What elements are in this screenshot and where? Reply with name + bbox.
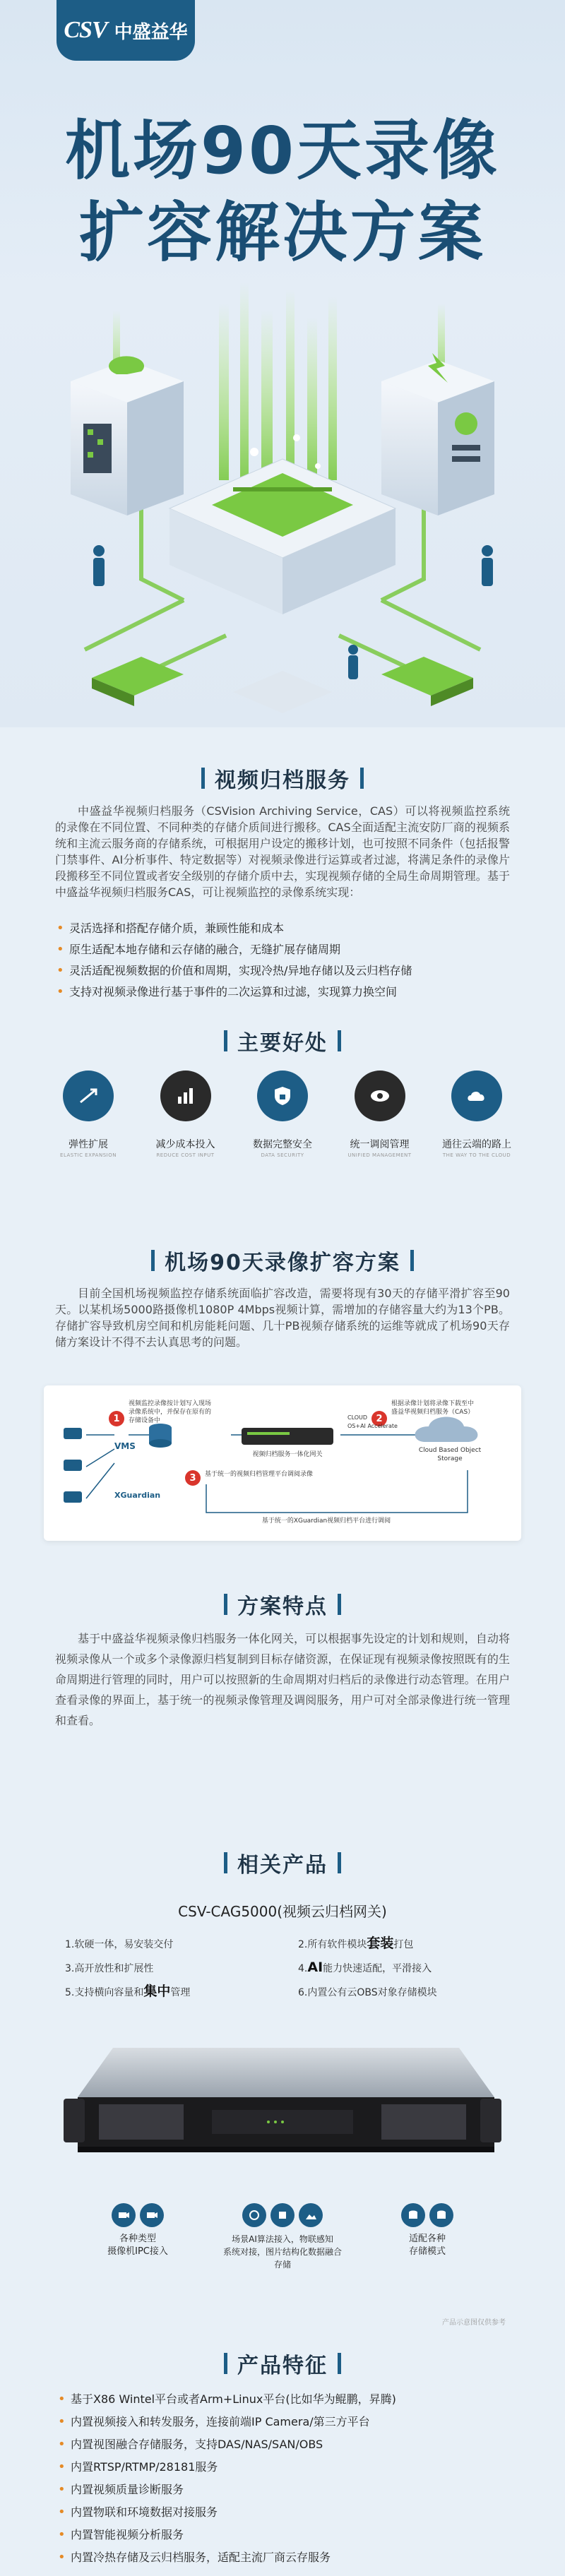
product-feature: 5.支持横向容量和集中管理	[65, 1984, 191, 1999]
step-2-badge: 2	[371, 1411, 387, 1426]
hero	[0, 0, 565, 727]
section-title-archive: 视频归档服务	[0, 763, 565, 794]
eye-icon	[355, 1071, 405, 1121]
expansion-intro: 目前全国机场视频监控存储系统面临扩容改造，需要将现有30天的存储平滑扩容至90天。以某机场5000路摄像机1080P 4Mbps视频计算，需增加的存储容量大约为13个PB。存储扩容导致机房空间和机房能耗问题、几十PB视频存储系统的运维等就成了机场90天存储方案设计不得不去认真思考的问题。	[55, 1287, 510, 1349]
list-item: • 原生适配本地存储和云存储的融合，无缝扩展存储周期	[55, 939, 510, 960]
list-item: • 内置视频接入和转发服务，连接前端IP Camera/第三方平台	[56, 2411, 511, 2433]
section-title-expansion: 机场90天录像扩容方案	[0, 1245, 565, 1276]
shield-icon	[257, 1071, 308, 1121]
step-1-badge: 1	[109, 1411, 124, 1426]
camera-icon	[112, 2203, 136, 2227]
step-2-text: 根据录像计划将录像下载至中盛益华视频归档服务（CAS）	[391, 1400, 475, 1416]
xguardian-label: XGuardian	[114, 1491, 161, 1500]
step-1-text: 视频监控录像按计划写入现场录像系统中，并保存在原有的存储设备中	[129, 1400, 212, 1424]
product-feature: 6.内置公有云OBS对象存储模块	[298, 1987, 437, 1998]
list-item: • 内置RTSP/RTMP/28181服务	[56, 2456, 511, 2479]
storage-icon	[429, 2203, 453, 2227]
brand-logo[interactable]	[56, 0, 195, 61]
benefit-security: 数据完整安全 DATA SECURITY	[237, 1071, 328, 1158]
list-item: • 内置冷热存储及云归档服务，适配主流厂商云存服务	[56, 2546, 511, 2569]
benefit-elastic: 弹性扩展 ELASTIC EXPANSION	[42, 1071, 134, 1158]
archive-bullets	[55, 918, 510, 1003]
benefits-row	[42, 1071, 523, 1158]
archive-intro: 中盛益华视频归档服务（CSVision Archiving Service，CAS）可以将视频监控系统的录像在不同位置、不同种类的存储介质间进行搬移。CAS全面适配主流安防厂商的视频系统和主流云服务商的存储系统，可根据用户设定的搬移计划，也可按照不同条件（包括报警门禁事件、AI分析事件、特定数据等）对视频录像进行运算或者过滤，将满足条件的录像片段搬移至不同位置或者安全级别的存储介质中去，实现视频存储的全局生命周期管理。基于中盛益华视频归档服务CAS，可让视频监控的录像系统实现：	[55, 804, 510, 899]
list-item: • 内置智能视频分析服务	[56, 2524, 511, 2546]
brand-mark: CSV	[64, 17, 107, 43]
list-item: • 灵活适配视频数据的价值和周期，实现冷热/异地存储以及云归档存储	[55, 960, 510, 982]
product-image-note: 产品示意图仅供参考	[442, 2319, 506, 2327]
cost-icon	[160, 1071, 211, 1121]
image-icon	[299, 2203, 323, 2227]
brand-name: 中盛益华	[114, 21, 188, 43]
list-item: • 基于X86 Wintel平台或者Arm+Linux平台(比如华为鲲鹏，昇腾)	[56, 2388, 511, 2411]
appliance-label: 视频归档服务一体化网关	[252, 1451, 323, 1458]
list-item: • 内置物联和环境数据对接服务	[56, 2501, 511, 2524]
ai-icon	[242, 2203, 266, 2227]
list-item: • 灵活选择和搭配存储介质，兼顾性能和成本	[55, 918, 510, 939]
architecture-diagram	[44, 1385, 521, 1541]
product-icons	[78, 2203, 487, 2271]
product-feature: 4.AI能力快速适配，平滑接入	[298, 1960, 432, 1975]
product-icon-ipc: 各种类型 摄像机IPC接入	[78, 2203, 198, 2271]
list-item: • 内置视图融合存储服务，支持DAS/NAS/SAN/OBS	[56, 2433, 511, 2456]
hero-title-line1: 机场90天录像	[64, 113, 501, 189]
product-feature: 2.所有软件模块套装打包	[298, 1936, 414, 1951]
product-feature: 3.高开放性和扩展性	[65, 1963, 154, 1974]
server-image	[64, 2034, 501, 2175]
access-label-1: CLOUD	[347, 1414, 368, 1421]
iot-icon	[270, 2203, 295, 2227]
product-icon-ai: 场景AI算法接入，物联感知 系统对接，图片结构化数据融合存储	[222, 2203, 343, 2271]
step-3-badge: 3	[185, 1470, 201, 1486]
product-feature: 1.软硬一体，易安装交付	[65, 1939, 174, 1950]
cloud-icon	[451, 1071, 502, 1121]
characteristics-list	[56, 2388, 511, 2569]
product-features	[65, 1936, 503, 2000]
hero-title-line2: 扩容解决方案	[78, 195, 486, 270]
section-title-benefits: 主要好处	[0, 1025, 565, 1056]
cloud-storage-label: Cloud Based Object Storage	[418, 1447, 482, 1462]
bottom-label: 基于统一的XGuardian视频归档平台进行调阅	[261, 1517, 391, 1525]
section-title-characteristics: 产品特征	[0, 2348, 565, 2379]
step-3-text: 基于统一的视频归档管理平台调阅录像	[205, 1471, 314, 1478]
vms-label: VMS	[114, 1441, 136, 1451]
access-label-2: OS+AI Accelerate	[347, 1423, 398, 1429]
product-icon-storage: 适配各种 存储模式	[367, 2203, 487, 2271]
product-name: CSV-CAG5000(视频云归档网关)	[178, 1903, 387, 1920]
list-item: • 支持对视频录像进行基于事件的二次运算和过滤，实现算力换空间	[55, 982, 510, 1003]
list-item: • 内置视频质量诊断服务	[56, 2479, 511, 2501]
solution-text: 基于中盛益华视频录像归档服务一体化网关，可以根据事先设定的计划和规则，自动将视频录像从一个或多个录像源归档复制到目标存储资源，在保证现有视频录像按照既有的生命周期进行管理的同时，用户可以按照新的生命周期对归档后的录像进行动态管理。在用户查看录像的界面上，基于统一的视频录像管理及调阅服务，用户可对全部录像进行统一管理和查看。	[55, 1632, 510, 1727]
storage-icon	[401, 2203, 425, 2227]
hero-illustration	[0, 282, 565, 727]
benefit-cost: 减少成本投入 REDUCE COST INPUT	[140, 1071, 232, 1158]
benefit-management: 统一调阅管理 UNIFIED MANAGEMENT	[334, 1071, 426, 1158]
scale-icon	[63, 1071, 114, 1121]
section-title-solution: 方案特点	[0, 1589, 565, 1620]
section-title-product: 相关产品	[0, 1847, 565, 1878]
camera-icon	[140, 2203, 164, 2227]
benefit-cloud: 通往云端的路上 THE WAY TO THE CLOUD	[431, 1071, 523, 1158]
